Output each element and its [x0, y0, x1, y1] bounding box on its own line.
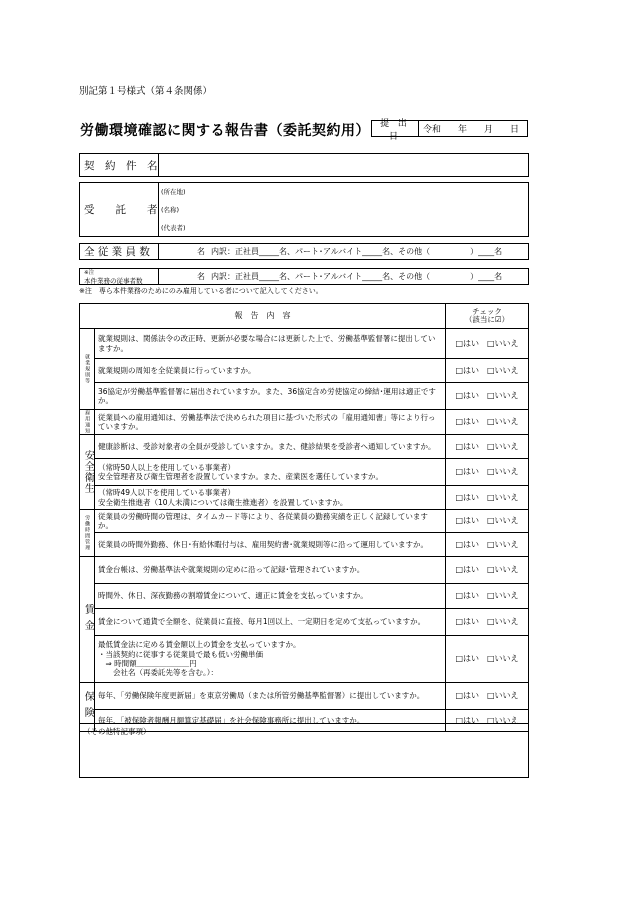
project-employees-row — [79, 268, 529, 285]
date-year: 年 — [457, 125, 467, 135]
contractor-rep-label: (代表者) — [161, 224, 186, 232]
date-era: 令和 — [423, 125, 442, 135]
category-cell: 賃金 — [80, 557, 95, 683]
table-row — [80, 359, 529, 383]
total-employees-count[interactable] — [159, 246, 207, 257]
no-checkbox[interactable]: □いいえ — [487, 691, 519, 700]
check-cell — [446, 609, 529, 636]
question-cell: （常時50人以上を使用している事業者） 安全管理者及び衛生管理者を設置していますか。また、産業医を選任していますか。 — [95, 459, 446, 486]
date-day: 日 — [509, 125, 519, 135]
no-checkbox[interactable]: □いいえ — [487, 715, 519, 725]
page-title: 労働環境確認に関する報告書（委託契約用） — [80, 123, 370, 139]
submission-date-label: 提 出 日 — [372, 121, 419, 136]
category-cell: 安全衛生 — [80, 435, 95, 510]
project-employees-breakdown[interactable]: 内訳：正社員_____名、パート･アルバイト_____名、その他（ ）____名 — [211, 272, 503, 281]
contractor-name-label: (名称) — [161, 206, 180, 214]
project-employees-label: 本件業務の従事者数 — [84, 277, 143, 285]
yes-checkbox[interactable]: □はい — [455, 467, 479, 476]
category-cell: 就業規則等 — [80, 329, 95, 410]
check-cell — [446, 435, 529, 459]
check-cell — [446, 410, 529, 435]
check-cell — [446, 486, 529, 510]
yes-checkbox[interactable]: □はい — [455, 654, 479, 663]
other-notes-label: （その他特記事項） — [83, 727, 151, 736]
no-checkbox[interactable]: □いいえ — [487, 654, 519, 663]
table-row — [80, 459, 529, 486]
no-checkbox[interactable]: □いいえ — [487, 492, 519, 502]
report-table — [79, 303, 529, 732]
note-mark: ※注 — [84, 270, 95, 276]
yes-checkbox[interactable]: □はい — [455, 539, 479, 549]
table-row — [80, 636, 529, 683]
yes-checkbox[interactable]: □はい — [455, 417, 479, 426]
category-cell: 労働時間管理 — [80, 510, 95, 557]
table-row — [80, 609, 529, 636]
question-cell: 時間外、休日、深夜勤務の割増賃金について、適正に賃金を支払っていますか。 — [95, 584, 446, 609]
table-row — [80, 383, 529, 410]
project-employees-label-cell — [80, 269, 159, 284]
yes-checkbox[interactable]: □はい — [455, 492, 479, 502]
contractor-field[interactable] — [159, 183, 528, 236]
yes-checkbox[interactable]: □はい — [455, 338, 479, 348]
no-checkbox[interactable]: □いいえ — [487, 338, 519, 348]
check-cell — [446, 510, 529, 533]
header-check — [446, 304, 529, 329]
no-checkbox[interactable]: □いいえ — [487, 565, 519, 574]
no-checkbox[interactable]: □いいえ — [487, 591, 519, 600]
question-cell: 従業員の時間外勤務、休日･有給休暇付与は、雇用契約書･就業規則等に沿って運用していますか。 — [95, 533, 446, 557]
date-month: 月 — [483, 125, 493, 135]
submission-date-box — [371, 118, 528, 142]
check-cell — [446, 533, 529, 557]
question-cell: 従業員への雇用通知は、労働基準法で決められた項目に基づいた形式の「雇用通知書」等により行っていますか。 — [95, 410, 446, 435]
header-check-title: チェック — [472, 306, 502, 316]
question-cell: 賃金について通貨で全額を、従業員に直接、毎月1回以上、一定期日を定めて支払っていますか。 — [95, 609, 446, 636]
no-checkbox[interactable]: □いいえ — [487, 441, 519, 451]
table-row — [80, 435, 529, 459]
form-number: 別記第１号様式（第４条関係） — [79, 86, 213, 97]
no-checkbox[interactable]: □いいえ — [487, 417, 519, 426]
category-cell: 雇用通知 — [80, 410, 95, 435]
question-cell: 毎年、「労働保険年度更新届」を東京労働局（または所管労働基準監督署）に提出していますか。 — [95, 683, 446, 710]
yes-checkbox[interactable]: □はい — [455, 691, 479, 700]
question-cell: 最低賃金法に定める賃金額以上の賃金を支払っていますか。 ・当該契約に従事する従業員で最も低い労働単価 ⇒ 時間額＿＿＿＿＿＿＿円 会社名（再委託先等を含む。）： — [95, 636, 446, 683]
contractor-address-label: (所在地) — [161, 188, 186, 196]
table-row — [80, 329, 529, 359]
question-cell: 毎年、「被保険者報酬月額算定基礎届」を社会保険事務所に提出していますか。 — [95, 710, 446, 732]
no-checkbox[interactable]: □いいえ — [487, 539, 519, 549]
footnote: ※注 専ら本件業務のためにのみ雇用している者について記入してください。 — [79, 287, 323, 295]
yes-checkbox[interactable]: □はい — [455, 715, 479, 725]
project-employees-count[interactable] — [159, 271, 207, 282]
no-checkbox[interactable]: □いいえ — [487, 516, 519, 525]
other-notes-box[interactable] — [79, 723, 529, 778]
question-cell: 従業員の労働時間の管理は、タイムカード等により、各従業員の勤務実績を正しく記録していますか。 — [95, 510, 446, 533]
table-row — [80, 557, 529, 584]
question-cell: 36協定が労働基準監督署に届出されていますか。また、36協定含め労使協定の締結･運用は適正ですか。 — [95, 383, 446, 410]
contract-name-label: 契 約 件 名 — [80, 154, 159, 176]
contractor-row — [79, 182, 529, 237]
project-employees-unit: 名 — [197, 272, 205, 281]
contract-name-row — [79, 153, 529, 177]
check-cell — [446, 459, 529, 486]
total-employees-unit: 名 — [197, 247, 205, 256]
submission-date-field[interactable] — [419, 122, 527, 135]
check-cell — [446, 383, 529, 410]
table-row — [80, 584, 529, 609]
total-employees-label: 全 従 業 員 数 — [80, 244, 159, 259]
table-header — [80, 304, 529, 329]
check-cell — [446, 329, 529, 359]
question-cell: （常時49人以下を使用している事業者） 安全衛生推進者（10人未満については衛生推進者）を設置していますか。 — [95, 486, 446, 510]
table-row — [80, 486, 529, 510]
total-employees-row — [79, 243, 529, 260]
check-cell — [446, 584, 529, 609]
yes-checkbox[interactable]: □はい — [455, 365, 479, 375]
yes-checkbox[interactable]: □はい — [455, 391, 479, 400]
table-row — [80, 510, 529, 533]
question-cell: 就業規則の周知を全従業員に行っていますか。 — [95, 359, 446, 383]
table-row — [80, 410, 529, 435]
no-checkbox[interactable]: □いいえ — [487, 365, 519, 375]
header-content: 報 告 内 容 — [80, 304, 446, 329]
question-cell: 賃金台帳は、労働基準法や就業規則の定めに沿って記録･管理されていますか。 — [95, 557, 446, 584]
no-checkbox[interactable]: □いいえ — [487, 467, 519, 476]
check-cell — [446, 683, 529, 710]
yes-checkbox[interactable]: □はい — [455, 441, 479, 451]
no-checkbox[interactable]: □いいえ — [487, 617, 519, 626]
total-employees-breakdown[interactable]: 内訳：正社員_____名、パート･アルバイト_____名、その他（ ）____名 — [211, 247, 503, 256]
check-cell — [446, 636, 529, 683]
yes-checkbox[interactable]: □はい — [455, 617, 479, 626]
no-checkbox[interactable]: □いいえ — [487, 391, 519, 400]
check-cell — [446, 557, 529, 584]
table-row — [80, 683, 529, 710]
yes-checkbox[interactable]: □はい — [455, 516, 479, 525]
yes-checkbox[interactable]: □はい — [455, 591, 479, 600]
table-row — [80, 533, 529, 557]
check-cell — [446, 359, 529, 383]
header-check-sub: （該当に☑） — [464, 315, 510, 324]
yes-checkbox[interactable]: □はい — [455, 565, 479, 574]
category-cell: 保険 — [80, 683, 95, 732]
question-cell: 就業規則は、関係法令の改正時、更新が必要な場合には更新した上で、労働基準監督署に提出していますか。 — [95, 329, 446, 359]
contract-name-field[interactable] — [159, 154, 528, 176]
question-cell: 健康診断は、受診対象者の全員が受診していますか。また、健診結果を受診者へ通知していますか。 — [95, 435, 446, 459]
contractor-label: 受 託 者 — [80, 183, 159, 236]
